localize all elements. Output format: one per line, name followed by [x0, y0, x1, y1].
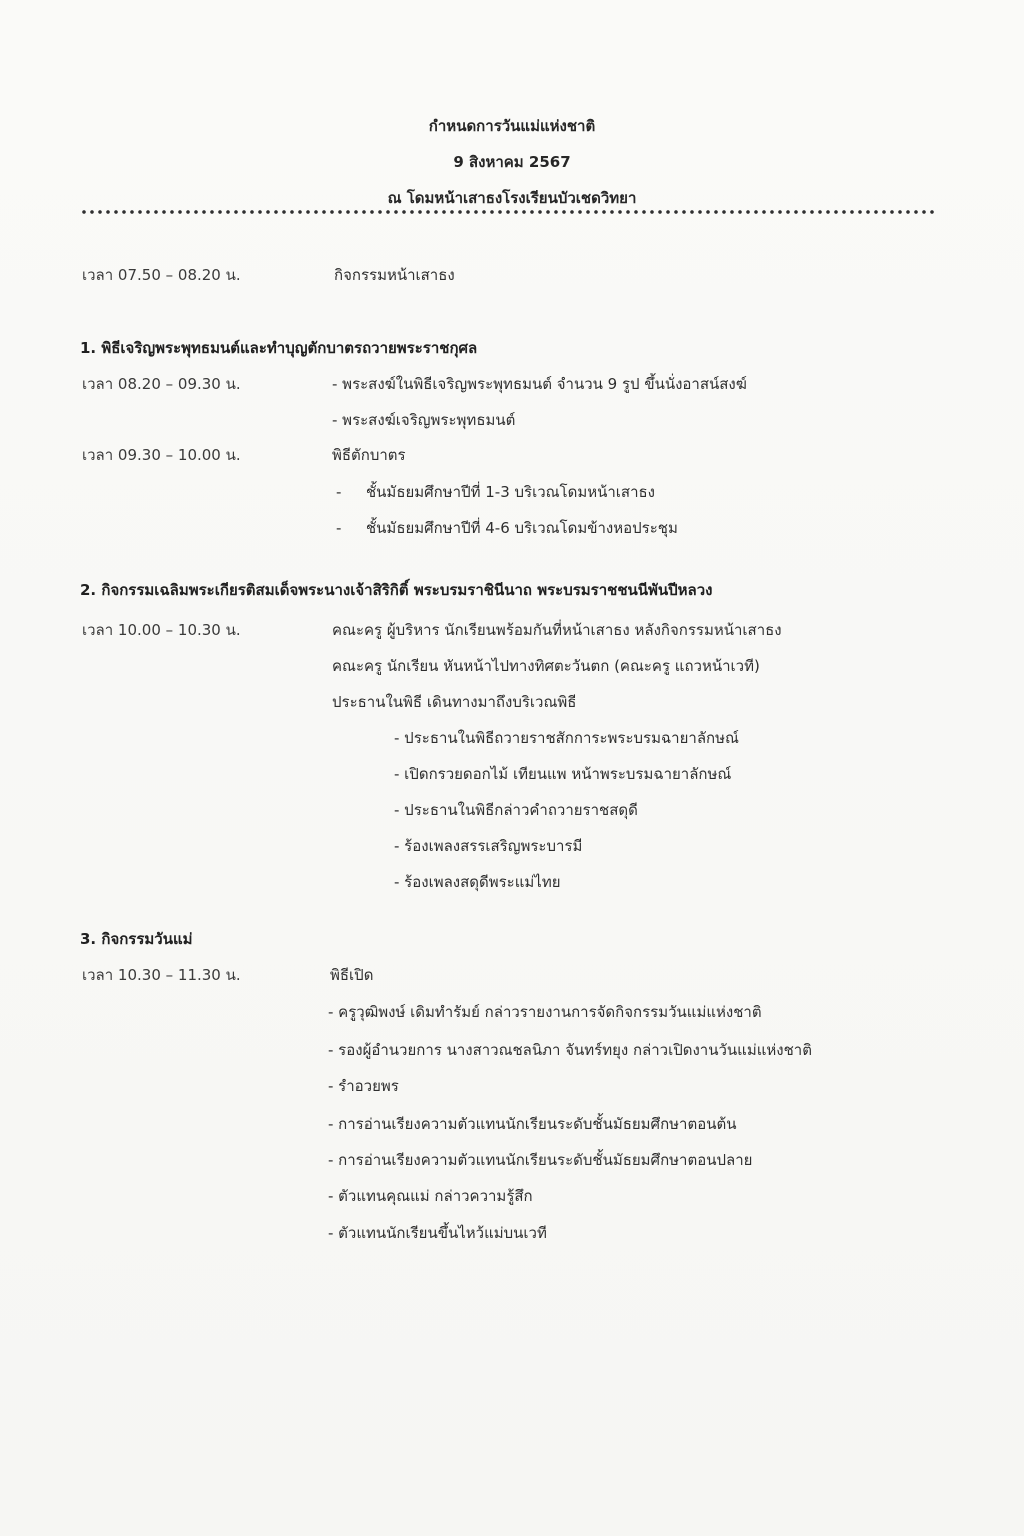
section3-item: - ครูวุฒิพงษ์ เดิมทำรัมย์ กล่าวรายงานการจัดกิจกรรมวันแม่แห่งชาติ [328, 1003, 762, 1021]
section3-item: - การอ่านเรียงความตัวแทนนักเรียนระดับชั้นมัธยมศึกษาตอนต้น [328, 1115, 737, 1133]
section1-block1-time: เวลา 08.20 – 09.30 น. [82, 375, 241, 393]
section2-line: คณะครู ผู้บริหาร นักเรียนพร้อมกันที่หน้าเสาธง หลังกิจกรรมหน้าเสาธง [332, 621, 782, 639]
section2-item: - ประธานในพิธีกล่าวคำถวายราชสดุดี [394, 801, 638, 819]
section1-block2-activity: พิธีตักบาตร [332, 446, 406, 464]
section2-line: ประธานในพิธี เดินทางมาถึงบริเวณพิธี [332, 693, 577, 711]
section2-item: - ร้องเพลงสรรเสริญพระบารมี [394, 837, 583, 855]
section3-activity: พิธีเปิด [330, 966, 374, 984]
section3-time: เวลา 10.30 – 11.30 น. [82, 966, 241, 984]
document-date: 9 สิงหาคม 2567 [453, 153, 571, 171]
section3-item: - การอ่านเรียงความตัวแทนนักเรียนระดับชั้นมัธยมศึกษาตอนปลาย [328, 1151, 753, 1169]
section1-block2-item: ชั้นมัธยมศึกษาปีที่ 1-3 บริเวณโดมหน้าเสาธง [366, 483, 655, 501]
section3-item: - ตัวแทนนักเรียนขึ้นไหว้แม่บนเวที [328, 1224, 547, 1242]
document-title: กำหนดการวันแม่แห่งชาติ [428, 117, 596, 135]
section1-block2-item: ชั้นมัธยมศึกษาปีที่ 4-6 บริเวณโดมข้างหอประชุม [366, 519, 678, 537]
intro-time: เวลา 07.50 – 08.20 น. [82, 266, 241, 284]
section1-heading: 1. พิธีเจริญพระพุทธมนต์และทำบุญตักบาตรถวายพระราชกุศล [80, 339, 478, 357]
section3-heading: 3. กิจกรรมวันแม่ [80, 930, 193, 948]
section2-item: - เปิดกรวยดอกไม้ เทียนแพ หน้าพระบรมฉายาลักษณ์ [394, 765, 732, 783]
section1-block2-time: เวลา 09.30 – 10.00 น. [82, 446, 241, 464]
document-location: ณ โดมหน้าเสาธงโรงเรียนบัวเชดวิทยา [387, 189, 637, 207]
section3-item: - ตัวแทนคุณแม่ กล่าวความรู้สึก [328, 1187, 533, 1205]
dotted-divider [80, 208, 936, 216]
intro-activity: กิจกรรมหน้าเสาธง [334, 266, 455, 284]
section1-block2-dash: - [336, 483, 342, 501]
section3-item: - รองผู้อำนวยการ นางสาวณชลนิภา จันทร์ทยุง กล่าวเปิดงานวันแม่แห่งชาติ [328, 1041, 812, 1059]
section2-item: - ร้องเพลงสดุดีพระแม่ไทย [394, 873, 561, 891]
section1-block2-dash: - [336, 519, 342, 537]
section3-item: - รำอวยพร [328, 1077, 399, 1095]
section2-line: คณะครู นักเรียน หันหน้าไปทางทิศตะวันตก (คณะครู แถวหน้าเวที) [332, 657, 760, 675]
section1-block1-item: - พระสงฆ์เจริญพระพุทธมนต์ [332, 411, 516, 429]
section2-item: - ประธานในพิธีถวายราชสักการะพระบรมฉายาลักษณ์ [394, 729, 739, 747]
section2-heading: 2. กิจกรรมเฉลิมพระเกียรติสมเด็จพระนางเจ้าสิริกิติ์ พระบรมราชินีนาถ พระบรมราชชนนีพันปีหลวง [80, 581, 713, 599]
section1-block1-item: - พระสงฆ์ในพิธีเจริญพระพุทธมนต์ จำนวน 9 รูป ขึ้นนั่งอาสน์สงฆ์ [332, 375, 747, 393]
section2-time: เวลา 10.00 – 10.30 น. [82, 621, 241, 639]
